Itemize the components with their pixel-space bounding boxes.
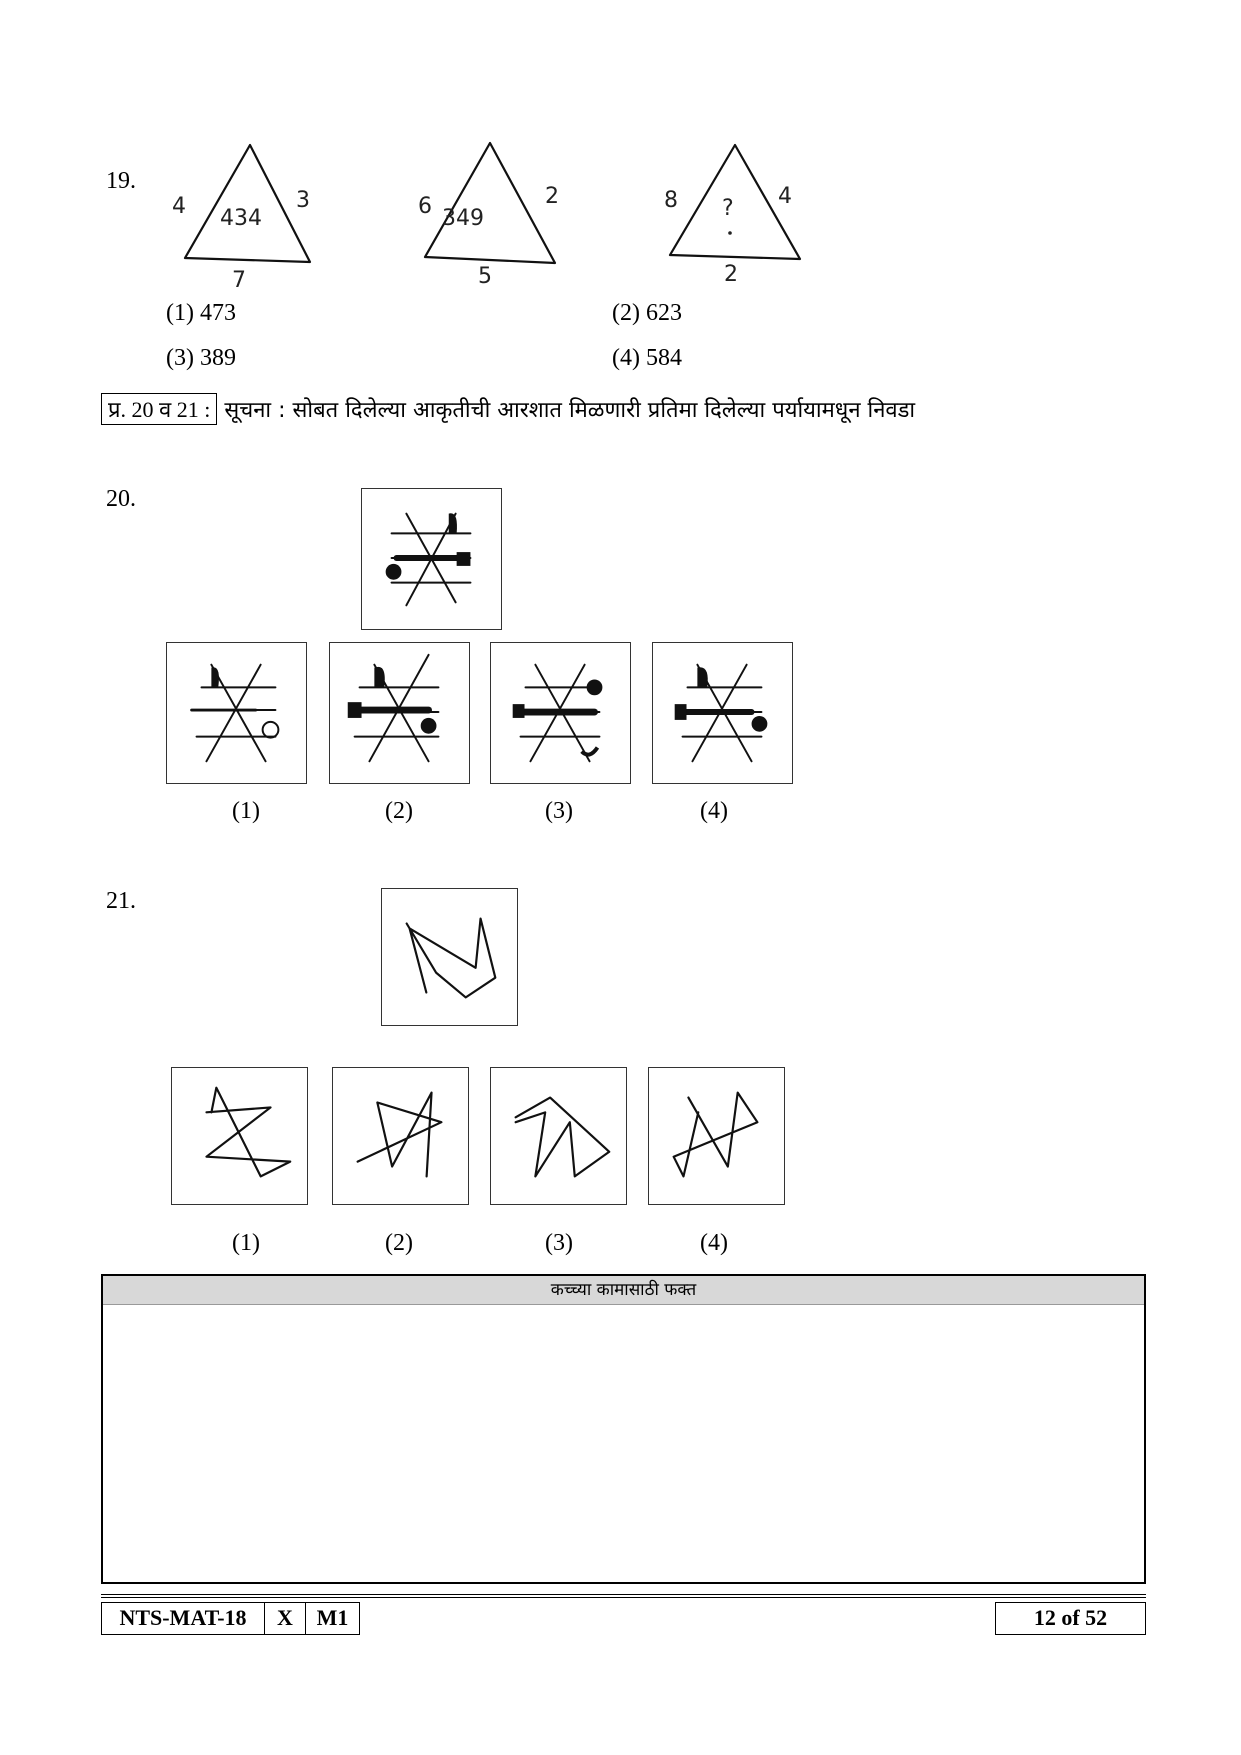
triangle-puzzle-figure — [160, 135, 820, 295]
q20-question-figure — [361, 488, 502, 630]
triangle-2-right: 2 — [545, 184, 559, 209]
triangle-3-center: ? — [722, 196, 734, 221]
triangle-2-bottom: 5 — [478, 264, 492, 289]
q21-question-figure — [381, 888, 518, 1026]
footer-paper-code: NTS-MAT-18 — [101, 1602, 265, 1635]
q19-option-4[interactable]: (4) 584 — [612, 345, 682, 371]
q20-option-2-figure[interactable] — [329, 642, 470, 784]
q20-label-2: (2) — [385, 798, 413, 824]
triangle-2-center: 349 — [442, 206, 484, 231]
triangle-1-bottom: 7 — [232, 268, 246, 293]
triangle-3 — [664, 145, 800, 287]
q21-option-2-figure[interactable] — [332, 1067, 469, 1205]
q21-option-3-figure[interactable] — [490, 1067, 627, 1205]
q20-label-1: (1) — [232, 798, 260, 824]
q21-label-4: (4) — [700, 1230, 728, 1256]
triangle-1-center: 434 — [220, 206, 262, 231]
q20-option-3-figure[interactable] — [490, 642, 631, 784]
q20-option-1-figure[interactable] — [166, 642, 307, 784]
footer-rule — [101, 1594, 1146, 1595]
triangle-2 — [418, 143, 559, 289]
instruction-text: सूचना : सोबत दिलेल्या आकृतीची आरशात मिळणारी प्रतिमा दिलेल्या पर्यायामधून निवडा — [224, 398, 916, 423]
instruction-line — [101, 393, 915, 425]
q20-option-4-figure[interactable] — [652, 642, 793, 784]
triangle-1-right: 3 — [296, 188, 310, 213]
q20-label-3: (3) — [545, 798, 573, 824]
footer-medium: M1 — [305, 1602, 360, 1635]
triangle-3-left: 8 — [664, 188, 678, 213]
q20-label-4: (4) — [700, 798, 728, 824]
instruction-tag: प्र. 20 व 21 : — [101, 393, 217, 425]
q21-option-4-figure[interactable] — [648, 1067, 785, 1205]
q19-option-1[interactable]: (1) 473 — [166, 300, 236, 326]
triangle-1-left: 4 — [172, 194, 186, 219]
q21-label-3: (3) — [545, 1230, 573, 1256]
q19-option-2[interactable]: (2) 623 — [612, 300, 682, 326]
footer-class: X — [264, 1602, 306, 1635]
q21-label-1: (1) — [232, 1230, 260, 1256]
triangle-3-right: 4 — [778, 184, 792, 209]
question-21-number: 21. — [106, 888, 136, 914]
question-19-number: 19. — [106, 168, 136, 194]
triangle-1 — [172, 145, 310, 293]
question-20-number: 20. — [106, 486, 136, 512]
footer-page-number: 12 of 52 — [995, 1602, 1146, 1635]
rough-work-title: कच्च्या कामासाठी फक्त — [103, 1276, 1144, 1305]
q21-option-1-figure[interactable] — [171, 1067, 308, 1205]
q21-label-2: (2) — [385, 1230, 413, 1256]
footer-rule-2 — [101, 1597, 1146, 1598]
q19-option-3[interactable]: (3) 389 — [166, 345, 236, 371]
rough-work-area — [101, 1274, 1146, 1584]
triangle-2-left: 6 — [418, 194, 432, 219]
triangle-3-bottom: 2 — [724, 262, 738, 287]
